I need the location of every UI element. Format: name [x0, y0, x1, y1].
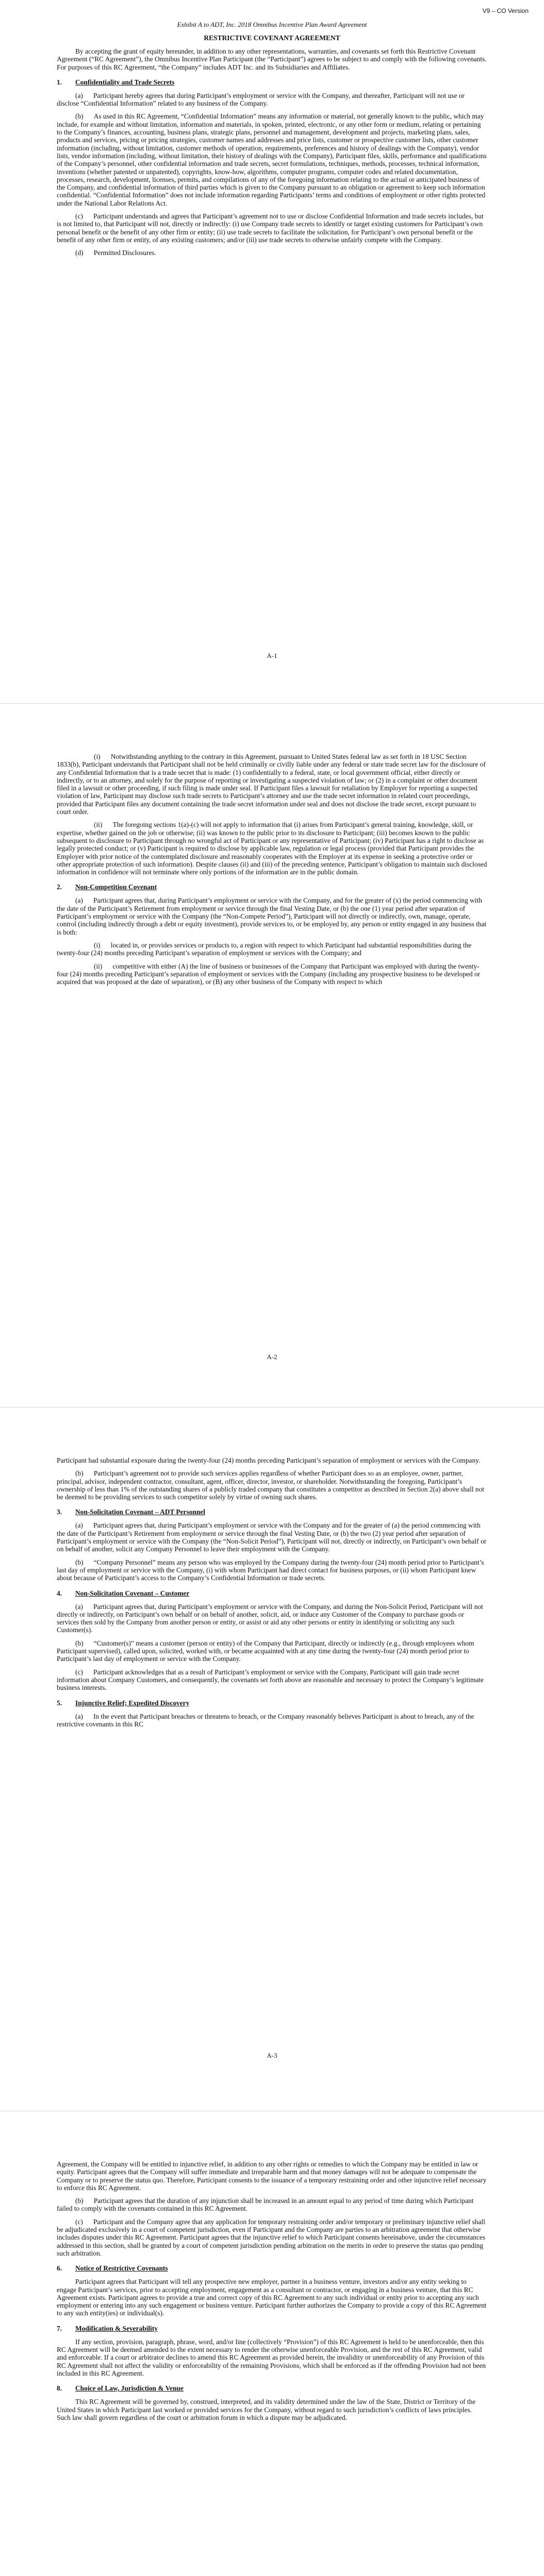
page-number: A-2 [267, 1353, 277, 1361]
section-5b: (b) Participant agrees that the duration of any injunction shall be increased in an amount equal to any period of time during which Participant failed to comply with the covenants contained in this RC Agreement. [57, 2197, 474, 2213]
section-6-paragraph: Participant agrees that Participant will tell any prospective new employer, partner in a business venture, investors and/or any entity seeking to engage Participant’s services, prior to accepting employment, engagement as a consultant or contractor, or engaging in a business venture, that this RC Agreement exists. Participant agrees to provide a true and correct copy of this RC Agreement to any such individual or entity prior to accepting any such employment or entering into any such engagement or business venture. Participant further authorizes the Company to provide a copy of this RC Agreement to any such entity(ies) or individual(s). [57, 2278, 487, 2317]
page-number: A-1 [267, 652, 277, 659]
section-2a: (a) Participant agrees that, during Participant’s employment or service with the Company, and for the greater of (x) the period commencing with the date of the Participant’s Retirement from employment or service through the final Vesting Date, or (b) the one (1) year period after separation of Participant’s employment or service with the Company (the “Non-Compete Period”), Participant will not directly or indirectly, own, manage, operate, control (including indirectly through a debt or equity investment), provide services to, or be employed by, any person or entity engaged in any business that is both: [57, 896, 487, 936]
section-2-heading: 2. Non-Competition Covenant [57, 883, 157, 891]
section-3a: (a) Participant agrees that, during Participant’s employment or service with the Company and for the greater of (a) the period commencing with the date of the Participant’s Retirement from employment or service through the final Vesting Date, or (b) the two (2) year period after separation of Participant’s employment or service with the Company (the “Non-Solicit Period”), Participant will not, directly or indirectly, on Participant’s own behalf or on behalf of another, solicit any Company Personnel to leave their employment with the Company. [57, 1521, 487, 1553]
page-4 [0, 2111, 544, 2576]
document-title: RESTRICTIVE COVENANT AGREEMENT [204, 34, 340, 42]
version-label: V9 – CO Version [482, 7, 529, 14]
section-5c: (c) Participant and the Company agree that any application for temporary restraining order and/or temporary or preliminary injunctive relief shall be adjudicated exclusively in a court of competent jurisdiction, even if Participant and the Company are parties to an arbitration agreement that otherwise includes disputes under this RC Agreement. Participant agrees that the injunctive relief to which Participant consents hereinabove, under the circumstances addressed in this section, shall be granted by a court of competent jurisdiction pending arbitration on the merits in order to preserve the status quo pending such arbitration. [57, 2217, 486, 2257]
page-2 [0, 704, 544, 1407]
section-2a-ii: (ii) competitive with either (A) the line of business or businesses of the Company that Participant was employed with during the twenty-four (24) months preceding Participant’s separation of employment or services with the Company (including any prospective business to be developed or acquired that was proposed at the date of separation), or (B) any other business of the Company with respect to which [57, 962, 481, 986]
section-4b: (b) “Customer(s)” means a customer (person or entity) of the Company that Participant, directly or indirectly (e.g., through employees whom Participant supervised), called upon, solicited, worked with, or became acquainted with at any time during the twenty-four (24) month period prior to Participant’s last day of employment or service with the Company. [57, 1639, 474, 1663]
section-1a: (a) Participant hereby agrees that during Participant’s employment or service with the Company, and thereafter, Participant will not use or disclose “Confidential Information” related to any business of the Company. [57, 91, 465, 108]
section-1-heading: 1. Confidentiality and Trade Secrets [57, 78, 175, 86]
section-2a-i: (i) located in, or provides services or products to, a region with respect to which Participant had substantial responsibilities during the twenty-four (24) months preceding Participant’s separation of employment or services with the Company; and [57, 941, 472, 957]
section-5-heading: 5. Injunctive Relief; Expedited Discovery [57, 1699, 190, 1707]
page-number: A-3 [267, 2052, 277, 2059]
intro-paragraph: By accepting the grant of equity hereunder, in addition to any other representations, warranties, and covenants set forth this Restrictive Covenant Agreement (“RC Agreement”), the Omnibus Incentive Plan Participant (the “Participant”) agrees to be subject to and comply with the following covenants. For purposes of this RC Agreement, “the Company” includes ADT Inc. and its Subsidiaries and Affiliates. [57, 47, 487, 71]
section-6-heading: 6. Notice of Restrictive Covenants [57, 2264, 168, 2273]
section-3-heading: 3. Non-Solicitation Covenant – ADT Personnel [57, 1508, 205, 1516]
section-1b: (b) As used in this RC Agreement, “Confidential Information” means any information or material, not generally known to the public, which may include, for example and without limitation, information and materials, in spoken, printed, electronic, or any other form or medium, relating or pertaining to the Company’s finances, accounting, business plans, strategic plans, personnel and management, development and projects, marketing plans, sales, products and services, pricing or pricing strategies, customer names and addresses and price lists, customer or prospective customer lists, other customer information (including, without limitation, customer methods of operation, requirements, preferences and history of dealings with the Company), vendor lists, vendor information (including, without limitation, their history of dealings with the Company), Participant files, skills, performance and qualifications of the Company’s personnel, other confidential information and trade secrets, secret formulations, techniques, methods, processes, technical information, inventions (whether patented or unpatented), copyrights, know-how, algorithms, computer programs, computer codes and related documentation, processes, research, development, licenses, permits, and compilations of any of the foregoing information relating to the actual or anticipated business of the Company, and confidential information of third parties which is given to the Company pursuant to an obligation or agreement to keep such information confidential. “Confidential Information” does not include information regarding Participants’ terms and conditions of employment or other rights protected under the National Labor Relations Act. [57, 112, 487, 207]
section-4-heading: 4. Non-Solicitation Covenant – Customer [57, 1589, 190, 1597]
section-8-heading: 8. Choice of Law, Jurisdiction & Venue [57, 2384, 184, 2393]
section-1c: (c) Participant understands and agrees that Participant’s agreement not to use or disclose Confidential Information and trade secrets includes, but is not limited to, that Participant will not, directly or indirectly: (i) use Company trade secrets to identify or target existing customers for Participant’s own personal benefit or the benefit of any other firm or entity; (ii) use trade secrets to facilitate the solicitation, for Participant’s own personal benefit or the benefit of any other firm or entity, of any existing customers; and/or (iii) use trade secrets to otherwise unfairly compete with the Company. [57, 212, 484, 244]
exhibit-title: Exhibit A to ADT, Inc. 2018 Omnibus Incentive Plan Award Agreement [177, 21, 367, 28]
section-1d: (d) Permitted Disclosures. [75, 249, 156, 257]
section-4c: (c) Participant acknowledges that as a result of Participant’s employment or service with the Company, Participant will gain trade secret information about Company Customers, and consequently, the covenants set forth above are reasonable and necessary to protect the Company’s legitimate business interests. [57, 1668, 484, 1692]
section-5a-continued: Agreement, the Company will be entitled to injunctive relief, in addition to any other rights or remedies to which the Company may be entitled in law or equity. Participant agrees that the Company will suffer immediate and irreparable harm and that money damages will not be adequate to compensate the Company or to preserve the status quo. Therefore, Participant consents to the issuance of a temporary restraining order and other injunctive relief necessary to enforce this RC Agreement. [57, 2160, 487, 2192]
page-1 [0, 0, 544, 703]
section-3b: (b) “Company Personnel” means any person who was employed by the Company during the twenty-four (24) month period prior to Participant’s last day of employment or service with the Company, (i) with whom Participant had direct contact for business purposes, or (ii) whom Participant knew about because of Participant’s access to the Company’s Confidential Information or trade secrets. [57, 1558, 484, 1582]
section-7-paragraph: If any section, provision, paragraph, phrase, word, and/or line (collectively “Provision”) of this RC Agreement is held to be unenforceable, then this RC Agreement will be deemed amended to the extent necessary to render the otherwise unenforceable Provision, and the rest of this RC Agreement, valid and enforceable. If a court or arbitrator declines to amend this RC Agreement as provided herein, the invalidity or unenforceability of any Provision of this RC Agreement shall not affect the validity or enforceability of the remaining Provisions, which shall be enforced as if the offending Provision had not been included in this RC Agreement. [57, 2337, 486, 2377]
section-2a-continued: Participant had substantial exposure during the twenty-four (24) months preceding Participant’s separation of employment or services with the Company. [57, 1456, 481, 1464]
section-7-heading: 7. Modification & Severability [57, 2324, 158, 2332]
section-1d-i: (i) Notwithstanding anything to the contrary in this Agreement, pursuant to United States federal law as set forth in 18 USC Section 1833(b), Participant understands that Participant shall not be held criminally or civilly liable under any federal or state trade secret law for the disclosure of any Confidential Information that is a trade secret that is made: (1) confidentially to a federal, state, or local government official, either directly or indirectly, or to an attorney, and solely for the purpose of reporting or investigating a suspected violation of law; or (2) in a complaint or other document filed in a lawsuit or other proceeding, if such filing is made under seal. If Participant files a lawsuit for retaliation by Employer for reporting a suspected violation of law, Participant may disclose such trade secrets to Participant’s attorney and use the trade secret information in related court proceedings, provided that Participant files any document containing the trade secret information under seal and does not disclose the trade secret, except pursuant to court order. [57, 753, 486, 816]
section-1d-ii: (ii) The foregoing sections 1(a)-(c) will not apply to information that (i) arises from Participant’s general training, knowledge, skill, or expertise, whether gained on the job or otherwise; (ii) was known to the public prior to its disclosure to Participant; (iii) becomes known to the public subsequent to disclosure to Participant through no wrongful act of Participant or any representative of Participant; (iv) Participant has a right to disclose as legally protected conduct; or (v) Participant is required to disclose by applicable law, regulation or legal process (provided that Participant provides the Employer with prior notice of the contemplated disclosure and reasonably cooperates with the Employer at its expense in seeking a protective order or other appropriate protection of such information). Despite clauses (ii) and (iii) of the preceding sentence, Participant’s obligation to maintain such disclosed information in confidence will not terminate where only portions of the information are in the public domain. [57, 821, 487, 876]
section-2b: (b) Participant’s agreement not to provide such services applies regardless of whether Participant does so as an employee, owner, partner, principal, advisor, independent contractor, consultant, agent, officer, director, investor, or shareholder. Notwithstanding the foregoing, Participant’s ownership of less than 1% of the outstanding shares of a publicly traded company that constitutes a competitor as described in Section 2(a) above shall not be deemed to be providing services to such competitor solely by virtue of owning such shares. [57, 1469, 484, 1501]
page-3 [0, 1408, 544, 2111]
section-5a: (a) In the event that Participant breaches or threatens to breach, or the Company reasonably believes Participant is about to breach, any of the restrictive covenants in this RC [57, 1712, 474, 1728]
section-4a: (a) Participant agrees that, during Participant’s employment or service with the Company, and during the Non-Solicit Period, Participant will not directly or indirectly, on Participant’s own behalf or on behalf of another, solicit, aid, or induce any Customer of the Company to purchase goods or services then sold by the Company from another person or entity, or assist or aid any other persons or entity in identifying or soliciting any such Customer(s). [57, 1602, 483, 1634]
section-8-paragraph: This RC Agreement will be governed by, construed, interpreted, and its validity determined under the law of the State, District or Territory of the United States in which Participant last worked or provided services for the Company, without regard to such jurisdiction’s conflicts of laws principles. Such law shall govern regardless of the court or arbitration forum in which a dispute may be adjudicated. [57, 2398, 476, 2421]
